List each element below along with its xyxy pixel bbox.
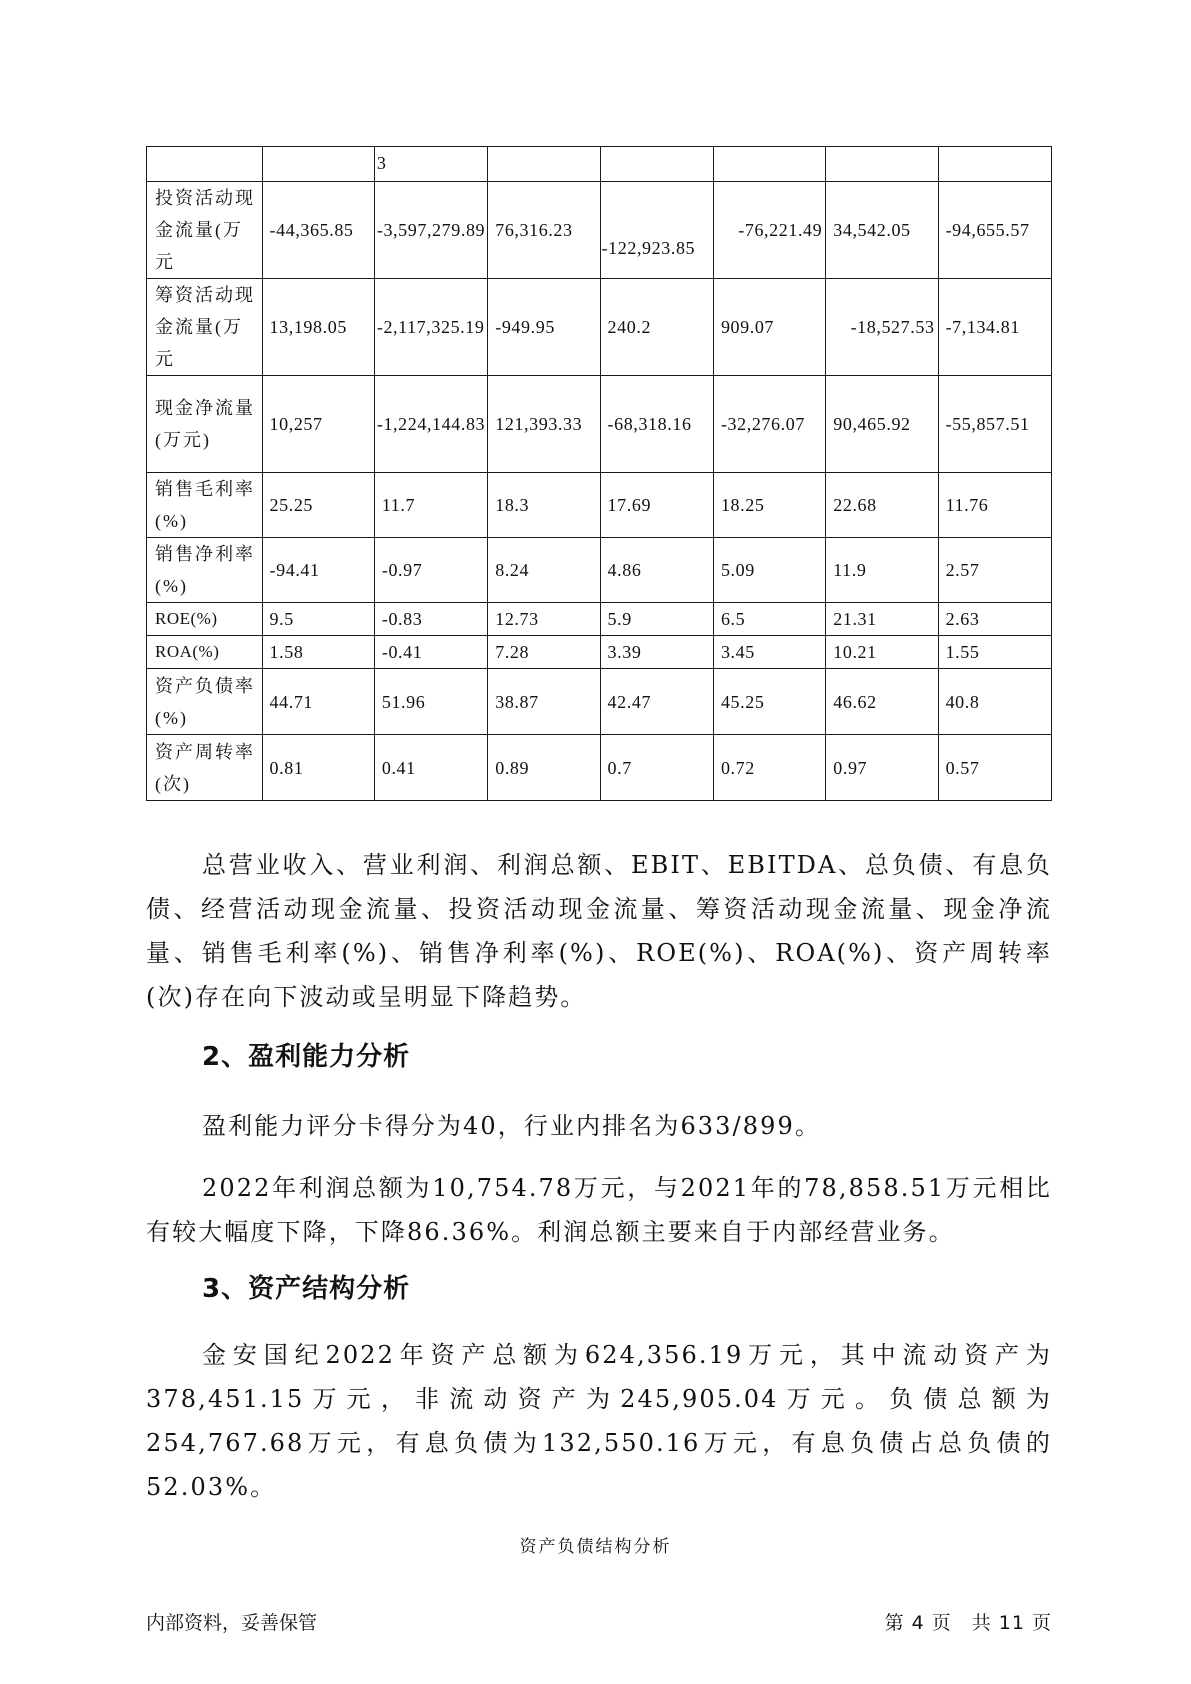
financial-indicator-table [146, 146, 1052, 801]
footer-confidential-note: 内部资料，妥善保管 [146, 1612, 318, 1634]
table-cell: 8.24 [488, 538, 600, 603]
table-row [147, 735, 1052, 801]
asset-detail-paragraph: 金安国纪2022年资产总额为624,356.19万元，其中流动资产为378,451.15万元，非流动资产为245,905.04万元。负债总额为254,767.68万元，有息负债为132,550.16万元，有息负债占总负债的52.03%。 [146, 1341, 1052, 1501]
table-cell: 12.73 [488, 603, 600, 636]
table-cell: 11.7 [374, 473, 487, 538]
row-label: 资产周转率(次) [147, 735, 263, 801]
table-cell: -1,224,144.83 [374, 376, 487, 473]
row-label: 销售毛利率(%) [147, 473, 263, 538]
table-cell: -55,857.51 [938, 376, 1051, 473]
section-heading-asset-structure: 3、资产结构分析 [202, 1274, 411, 1304]
table-cell: -122,923.85 [600, 182, 713, 279]
table-cell: 0.72 [713, 735, 825, 801]
table-row [147, 636, 1052, 669]
footer-page-number: 第 4 页 共 11 页 [884, 1612, 1052, 1634]
summary-paragraph: 总营业收入、营业利润、利润总额、EBIT、EBITDA、总负债、有息负债、经营活动现金流量、投资活动现金流量、筹资活动现金流量、现金净流量、销售毛利率(%)、销售净利率(%)、ROE(%)、ROA(%)、资产周转率(次)存在向下波动或呈明显下降趋势。 [146, 851, 1052, 1011]
table-cell: 22.68 [826, 473, 938, 538]
table-cell: 10.21 [826, 636, 938, 669]
table-cell: 17.69 [600, 473, 713, 538]
table-row [147, 473, 1052, 538]
table-row [147, 182, 1052, 279]
table-row [147, 147, 1052, 182]
profit-detail-paragraph: 2022年利润总额为10,754.78万元，与2021年的78,858.51万元相比有较大幅度下降，下降86.36%。利润总额主要来自于内部经营业务。 [146, 1174, 1052, 1246]
table-cell: 11.76 [938, 473, 1051, 538]
table-cell: 46.62 [826, 669, 938, 735]
table-cell: 2.63 [938, 603, 1051, 636]
table-cell: -18,527.53 [826, 279, 938, 376]
table-cell: 51.96 [374, 669, 487, 735]
table-cell: 76,316.23 [488, 182, 600, 279]
table-cell: 42.47 [600, 669, 713, 735]
table-cell: 121,393.33 [488, 376, 600, 473]
table-cell: 34,542.05 [826, 182, 938, 279]
row-label: 销售净利率(%) [147, 538, 263, 603]
row-label [147, 147, 263, 182]
table-cell: 0.97 [826, 735, 938, 801]
table-cell: 4.86 [600, 538, 713, 603]
table-cell: 13,198.05 [262, 279, 374, 376]
table-cell: 0.57 [938, 735, 1051, 801]
row-label: 资产负债率(%) [147, 669, 263, 735]
figure-caption: 资产负债结构分析 [519, 1537, 672, 1557]
table-cell: 0.41 [374, 735, 487, 801]
table-cell: 45.25 [713, 669, 825, 735]
table-cell: -32,276.07 [713, 376, 825, 473]
table-cell: 40.8 [938, 669, 1051, 735]
table-cell: -0.41 [374, 636, 487, 669]
table-cell: 7.28 [488, 636, 600, 669]
table-row [147, 669, 1052, 735]
table-cell: 1.58 [262, 636, 374, 669]
table-cell: 2.57 [938, 538, 1051, 603]
profit-score-paragraph: 盈利能力评分卡得分为40，行业内排名为633/899。 [202, 1112, 821, 1140]
table-cell [600, 147, 713, 182]
table-row [147, 376, 1052, 473]
table-cell: 3.39 [600, 636, 713, 669]
table-cell: 90,465.92 [826, 376, 938, 473]
table-cell: -3,597,279.89 [374, 182, 487, 279]
table-cell: 909.07 [713, 279, 825, 376]
table-cell: -2,117,325.19 [374, 279, 487, 376]
table-cell: -68,318.16 [600, 376, 713, 473]
table-cell: 11.9 [826, 538, 938, 603]
table-cell: 0.7 [600, 735, 713, 801]
table-cell: 44.71 [262, 669, 374, 735]
table-cell: 21.31 [826, 603, 938, 636]
table-cell: 6.5 [713, 603, 825, 636]
table-row [147, 279, 1052, 376]
table-cell: 1.55 [938, 636, 1051, 669]
table-cell: -94,655.57 [938, 182, 1051, 279]
table-cell: -94.41 [262, 538, 374, 603]
table-row [147, 603, 1052, 636]
table-cell [938, 147, 1051, 182]
row-label: 筹资活动现金流量(万元 [147, 279, 263, 376]
table-cell [262, 147, 374, 182]
table-cell: 10,257 [262, 376, 374, 473]
table-cell [488, 147, 600, 182]
table-cell: 0.81 [262, 735, 374, 801]
table-cell [826, 147, 938, 182]
section-heading-profitability: 2、盈利能力分析 [202, 1042, 411, 1072]
table-cell: 18.3 [488, 473, 600, 538]
row-label: ROA(%) [147, 636, 263, 669]
table-cell: -44,365.85 [262, 182, 374, 279]
table-cell: 0.89 [488, 735, 600, 801]
table-cell: -76,221.49 [713, 182, 825, 279]
table-cell: -7,134.81 [938, 279, 1051, 376]
table-cell: 9.5 [262, 603, 374, 636]
table-cell: 38.87 [488, 669, 600, 735]
table-cell: -0.97 [374, 538, 487, 603]
table-cell: -949.95 [488, 279, 600, 376]
table-cell: 240.2 [600, 279, 713, 376]
table-cell: -0.83 [374, 603, 487, 636]
table-row [147, 538, 1052, 603]
table-cell: 18.25 [713, 473, 825, 538]
table-cell: 5.9 [600, 603, 713, 636]
row-label: 现金净流量(万元) [147, 376, 263, 473]
table-cell: 5.09 [713, 538, 825, 603]
table-cell [713, 147, 825, 182]
table-cell: 3 [374, 147, 487, 182]
table-cell: 3.45 [713, 636, 825, 669]
row-label: 投资活动现金流量(万元 [147, 182, 263, 279]
row-label: ROE(%) [147, 603, 263, 636]
table-cell: 25.25 [262, 473, 374, 538]
